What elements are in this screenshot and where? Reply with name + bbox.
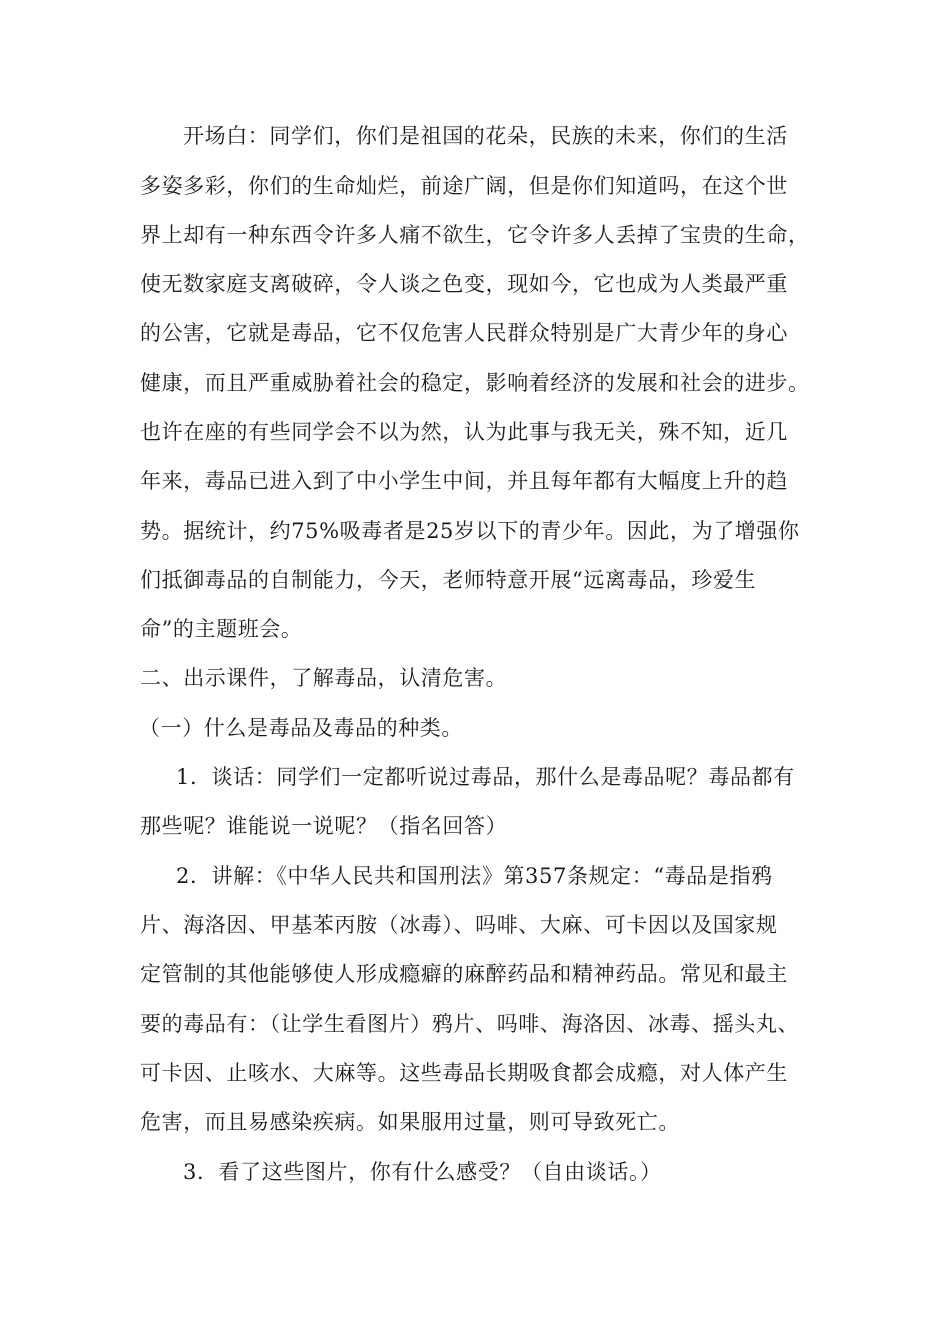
text-line: 多姿多彩，你们的生命灿烂，前途广阔，但是你们知道吗，在这个世 — [140, 174, 788, 198]
text-line: 片、海洛因、甲基苯丙胺（冰毒）、吗啡、大麻、可卡因以及国家规 — [140, 913, 778, 937]
text-line: 们抵御毒品的自制能力，今天，老师特意开展“远离毒品，珍爱生 — [140, 568, 757, 592]
text-line: 健康，而且严重威胁着社会的稳定，影响着经济的发展和社会的进步。 — [140, 371, 810, 395]
text-line: 危害，而且易感染疾病。如果服用过量，则可导致死亡。 — [140, 1110, 680, 1134]
section-heading: 二、出示课件，了解毒品，认清危害。 — [140, 666, 508, 690]
subsection-heading: （一）什么是毒品及毒品的种类。 — [139, 716, 463, 740]
text-line: 要的毒品有：（让学生看图片）鸦片、吗啡、海洛因、冰毒、摇头丸、 — [140, 1012, 800, 1036]
text-line: 的公害，它就是毒品，它不仅危害人民群众特别是广大青少年的身心 — [140, 321, 788, 345]
text-line: 也许在座的有些同学会不以为然，认为此事与我无关，殊不知，近几 — [140, 420, 788, 444]
item-3-paragraph: 3．看了这些图片，你有什么感受？（自由谈话。） — [183, 1160, 662, 1184]
text-line: 势。据统计，约75%吸毒者是25岁以下的青少年。因此，为了增强你 — [140, 519, 800, 543]
text-line: 使无数家庭支离破碎，令人谈之色变，现如今，它也成为人类最严重 — [140, 272, 788, 296]
text-line: 1．谈话：同学们一定都听说过毒品，那什么是毒品呢？毒品都有 — [176, 765, 795, 789]
text-line: 界上却有一种东西令许多人痛不欲生，它令许多人丢掉了宝贵的生命， — [140, 223, 810, 247]
text-line: 开场白：同学们，你们是祖国的花朵，民族的未来，你们的生活 — [183, 124, 788, 148]
text-line: 可卡因、止咳水、大麻等。这些毒品长期吸食都会成瘾，对人体产生 — [140, 1061, 788, 1085]
text-line: 年来，毒品已进入到了中小学生中间，并且每年都有大幅度上升的趋 — [140, 469, 788, 493]
text-line: 2．讲解：《中华人民共和国刑法》第357条规定：“毒品是指鸦 — [176, 864, 773, 888]
text-line: 定管制的其他能够使人形成瘾癖的麻醉药品和精神药品。常见和最主 — [140, 962, 788, 986]
text-line: 那些呢？谁能说一说呢？（指名回答） — [140, 814, 508, 838]
text-line: 命”的主题班会。 — [140, 617, 303, 641]
